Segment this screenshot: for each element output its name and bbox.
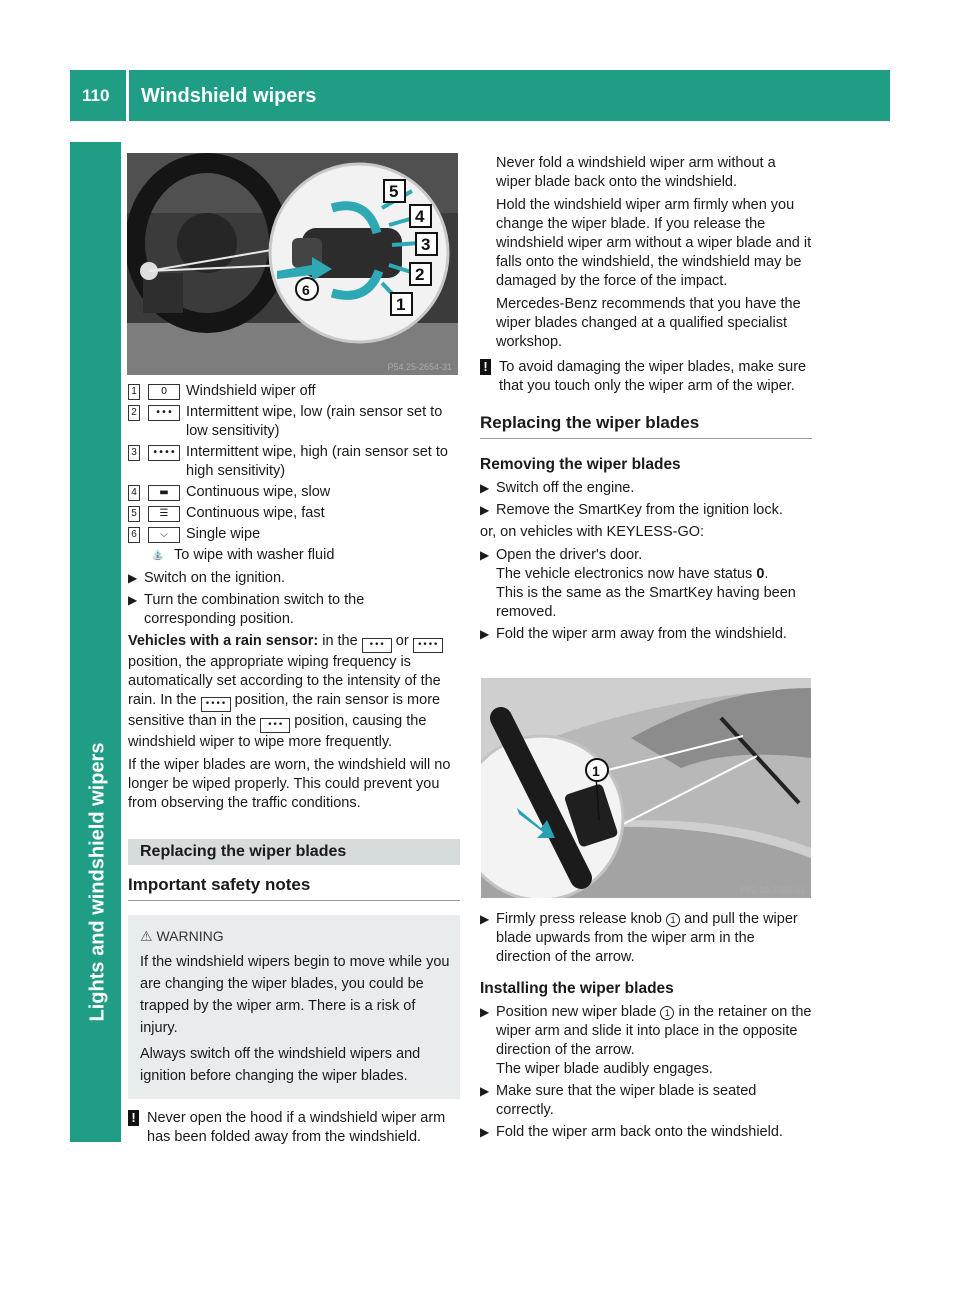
step-text: Switch on the ignition. [144, 570, 286, 586]
step-item [480, 1003, 812, 1079]
rain-text: or [395, 633, 409, 649]
keyless-text: or, on vehicles with KEYLESS-GO: [480, 524, 705, 540]
continuous-slow-icon: ▬ [148, 485, 180, 501]
step-item [480, 546, 812, 622]
legend-text: Single wipe [186, 526, 261, 542]
legend-number: 3 [128, 445, 140, 461]
status-text: . [764, 566, 769, 582]
step-text: Remove the SmartKey from the ignition lock. [496, 502, 783, 518]
callout-1: 1 [592, 763, 600, 779]
step-text: The wiper blade audibly engages. [496, 1061, 713, 1077]
wiper-switch-figure [127, 153, 458, 375]
note-block [480, 358, 812, 396]
step-item [480, 501, 812, 520]
legend-number: 1 [128, 384, 140, 400]
step-item [480, 1123, 812, 1142]
step-content [496, 546, 812, 622]
step-text: Position new wiper blade [496, 1004, 657, 1020]
legend-item [128, 382, 460, 401]
callout-marker: 1 [660, 1006, 674, 1020]
warning-box [128, 915, 460, 1099]
step-item [480, 910, 812, 967]
note-exclamation-icon: ! [128, 1110, 139, 1126]
legend-text: Continuous wipe, slow [186, 484, 331, 500]
single-wipe-icon: ⌵ [148, 527, 180, 543]
callout-1: 1 [396, 295, 406, 314]
note-text: Never open the hood if a windshield wiper arm has been folded away from the windshield. [147, 1110, 446, 1145]
step-arrow-icon: ▶ [480, 912, 490, 926]
step-text: Fold the wiper arm back onto the windshield. [496, 1124, 783, 1140]
warning-title: WARNING [156, 928, 224, 944]
legend-text: Intermittent wipe, high (rain sensor set to high sensitivity) [186, 444, 448, 479]
step-text: in the retainer on the wiper arm and slide it into place in the opposite direction of the arrow. [496, 1004, 812, 1058]
note-text: To avoid damaging the wiper blades, make sure that you touch only the wiper arm of the wiper. [499, 359, 807, 394]
wiper-blade-figure [481, 678, 811, 898]
step-arrow-icon: ▶ [480, 627, 490, 641]
step-item [480, 479, 812, 498]
rain-sensor-label: Vehicles with a rain sensor: [128, 633, 319, 649]
status-text: This is the same as the SmartKey having been removed. [496, 585, 796, 620]
step-arrow-icon: ▶ [128, 571, 138, 585]
worn-blades-paragraph: If the wiper blades are worn, the windshield will no longer be wiped properly. This could prevent you from observing the traffic conditions. [128, 757, 451, 811]
removing-heading: Removing the wiper blades [480, 456, 681, 473]
legend-text: Windshield wiper off [186, 383, 316, 399]
callout-marker: 1 [666, 913, 680, 927]
chapter-label: Lights and windshield wipers [86, 742, 109, 1022]
intermittent-low-icon: ••• [362, 638, 392, 653]
legend-item [128, 403, 460, 441]
subsection-heading: Important safety notes [128, 874, 460, 901]
wiper-switch-illustration [127, 153, 458, 375]
legend-number: 2 [128, 405, 140, 421]
note-block [128, 1109, 460, 1147]
intermittent-low-icon: ••• [260, 718, 290, 733]
rain-text: position, the appropriate wiping frequency is automatically set according to the intensity of the rain. In the [128, 654, 441, 708]
legend-text: To wipe with washer fluid [174, 547, 335, 563]
step-text: Open the driver's door. [496, 547, 643, 563]
rain-text: in the [322, 633, 358, 649]
right-column-lower [480, 910, 812, 1145]
chapter-side-tab [70, 142, 121, 1142]
warning-text: Always switch off the windshield wipers and ignition before changing the wiper blades. [140, 1046, 421, 1084]
step-text: and pull the wiper blade upwards from the wiper arm in the direction of the arrow. [496, 911, 798, 965]
operation-steps [128, 569, 460, 629]
rain-text: position, the rain sensor is more sensitive than in the [128, 692, 441, 729]
warning-triangle-icon: ⚠ [140, 928, 153, 944]
rain-sensor-paragraph [128, 632, 460, 752]
step-text: Make sure that the wiper blade is seated correctly. [496, 1083, 757, 1118]
legend-item [128, 483, 460, 502]
legend-item [128, 546, 460, 565]
callout-5: 5 [389, 182, 399, 201]
step-content [496, 1003, 812, 1079]
callout-6: 6 [302, 282, 310, 298]
switch-position-legend [128, 382, 460, 565]
right-column [480, 154, 812, 647]
intermittent-high-icon: •••• [201, 697, 231, 712]
continuous-fast-icon: ☰ [148, 506, 180, 522]
paragraph: Hold the windshield wiper arm firmly when you change the wiper blade. If you release the windshield wiper arm without a wiper blade and it falls onto the windshield, the windshield may be damaged by the force of the impact. [496, 197, 812, 289]
callout-3: 3 [421, 235, 431, 254]
step-content [496, 910, 812, 967]
intermittent-high-icon: •••• [413, 638, 443, 653]
step-item [128, 569, 460, 588]
installing-heading: Installing the wiper blades [480, 980, 674, 997]
step-item [128, 591, 460, 629]
step-arrow-icon: ▶ [480, 548, 490, 562]
intermittent-high-icon: •••• [148, 445, 180, 461]
legend-number: 4 [128, 485, 140, 501]
legend-item [128, 525, 460, 544]
legend-text: Intermittent wipe, low (rain sensor set to low sensitivity) [186, 404, 443, 439]
section-heading: Replacing the wiper blades [128, 839, 460, 865]
rain-text: position, causing the windshield wiper to wipe more frequently. [128, 713, 427, 750]
wiper-blade-illustration [481, 678, 811, 898]
step-text: Switch off the engine. [496, 480, 635, 496]
page-number: 110 [82, 86, 110, 105]
legend-number: 5 [128, 506, 140, 522]
left-column [128, 382, 460, 1147]
paragraph: Mercedes-Benz recommends that you have the wiper blades changed at a qualified specialist workshop. [496, 296, 801, 350]
warning-text: If the windshield wipers begin to move while you are changing the wiper blades, you could be trapped by the wiper arm. There is a risk of injury. [140, 954, 450, 1036]
legend-item [128, 443, 460, 481]
step-arrow-icon: ▶ [480, 1005, 490, 1019]
step-arrow-icon: ▶ [480, 1084, 490, 1098]
paragraph: Never fold a windshield wiper arm without a wiper blade back onto the windshield. [496, 155, 776, 190]
step-arrow-icon: ▶ [480, 481, 490, 495]
status-text: The vehicle electronics now have status [496, 566, 753, 582]
legend-number: 6 [128, 527, 140, 543]
callout-2: 2 [415, 265, 425, 284]
step-arrow-icon: ▶ [480, 1125, 490, 1139]
step-arrow-icon: ▶ [128, 593, 138, 607]
step-item [480, 1082, 812, 1120]
figure-id: P82.10-2169-31 [740, 885, 805, 895]
page-title: Windshield wipers [141, 85, 317, 107]
step-text: Fold the wiper arm away from the windshield. [496, 626, 787, 642]
subsection-heading: Replacing the wiper blades [480, 412, 812, 439]
step-item [480, 625, 812, 644]
washer-fluid-icon: ⛲ [151, 550, 165, 561]
wiper-off-icon: 0 [148, 384, 180, 400]
step-arrow-icon: ▶ [480, 503, 490, 517]
step-text: Firmly press release knob [496, 911, 662, 927]
legend-text: Continuous wipe, fast [186, 505, 325, 521]
note-exclamation-icon: ! [480, 359, 491, 375]
callout-4: 4 [415, 207, 425, 226]
legend-item [128, 504, 460, 523]
figure-id: P54.25-2654-31 [387, 362, 452, 372]
step-text: Turn the combination switch to the corresponding position. [144, 592, 365, 627]
warning-heading [140, 925, 450, 947]
intermittent-low-icon: ••• [148, 405, 180, 421]
header-divider [126, 70, 129, 121]
status-value: 0 [756, 566, 765, 582]
